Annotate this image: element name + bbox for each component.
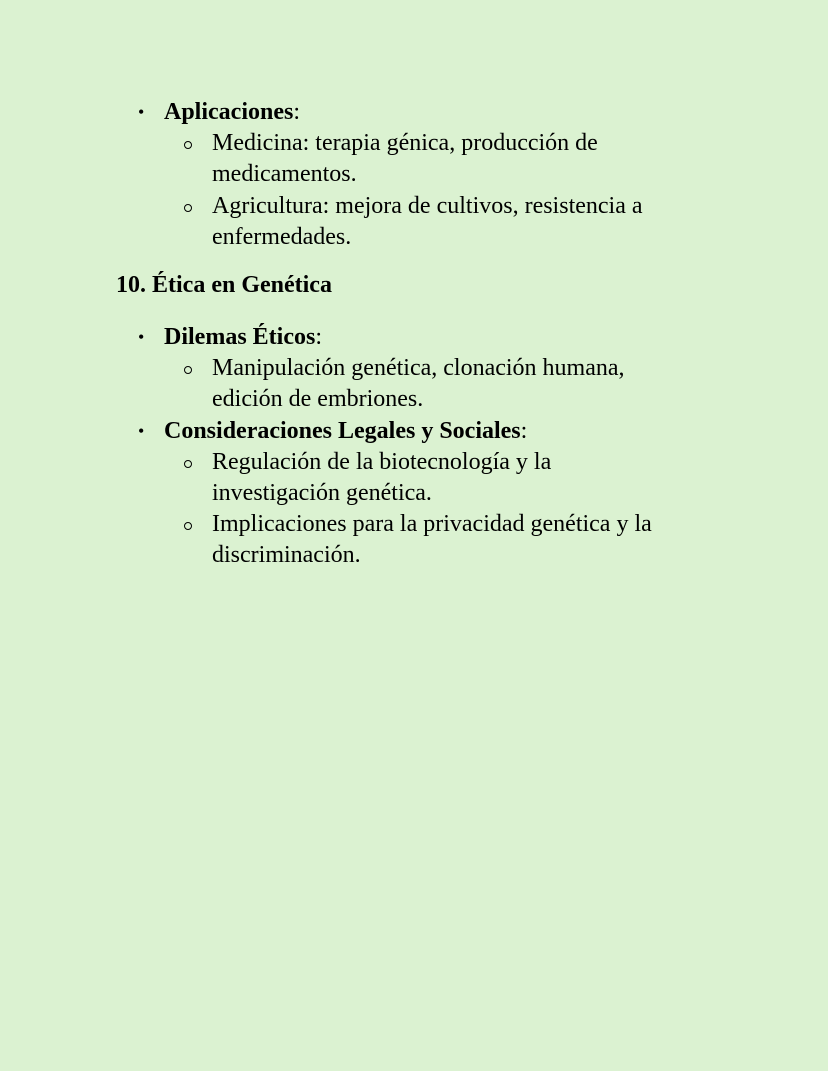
sub-item-line: Agricultura: mejora de cultivos, resistencia a [212, 193, 643, 219]
bullet-dot-icon: • [138, 327, 145, 347]
section-heading: 10. Ética en Genética [116, 272, 332, 298]
bullet-item-title: Aplicaciones [164, 99, 294, 125]
sub-item-implicaciones [212, 509, 732, 571]
circle-bullet-icon [184, 204, 192, 212]
sub-item-agricultura [212, 191, 732, 253]
sub-item-line: medicamentos. [212, 161, 357, 187]
sub-item-line: Implicaciones para la privacidad genética y la [212, 511, 652, 537]
bullet-item-aplicaciones [138, 97, 300, 128]
sub-item-line: edición de embriones. [212, 386, 424, 412]
bullet-item-consideraciones [138, 416, 528, 447]
bullet-item-colon: : [293, 99, 300, 125]
circle-bullet-icon [184, 460, 192, 468]
bullet-dot-icon: • [138, 421, 145, 441]
bullet-item-colon: : [520, 418, 528, 444]
circle-bullet-icon [184, 522, 192, 530]
sub-item-line: Regulación de la biotecnología y la [212, 449, 552, 475]
circle-bullet-icon [184, 141, 192, 149]
circle-bullet-icon [184, 366, 192, 374]
sub-item-manipulacion [212, 353, 732, 415]
bullet-item-dilemas-eticos [138, 322, 322, 353]
sub-item-regulacion [212, 447, 732, 509]
sub-item-medicina [212, 128, 732, 190]
bullet-dot-icon: • [138, 102, 145, 122]
sub-item-line: investigación genética. [212, 480, 432, 506]
bullet-item-title: Consideraciones Legales y Sociales [164, 418, 521, 444]
bullet-item-colon: : [315, 324, 322, 350]
sub-item-line: discriminación. [212, 542, 361, 568]
bullet-item-title: Dilemas Éticos [164, 324, 316, 350]
sub-item-line: enfermedades. [212, 224, 352, 250]
sub-item-line: Manipulación genética, clonación humana, [212, 355, 625, 381]
sub-item-line: Medicina: terapia génica, producción de [212, 130, 598, 156]
